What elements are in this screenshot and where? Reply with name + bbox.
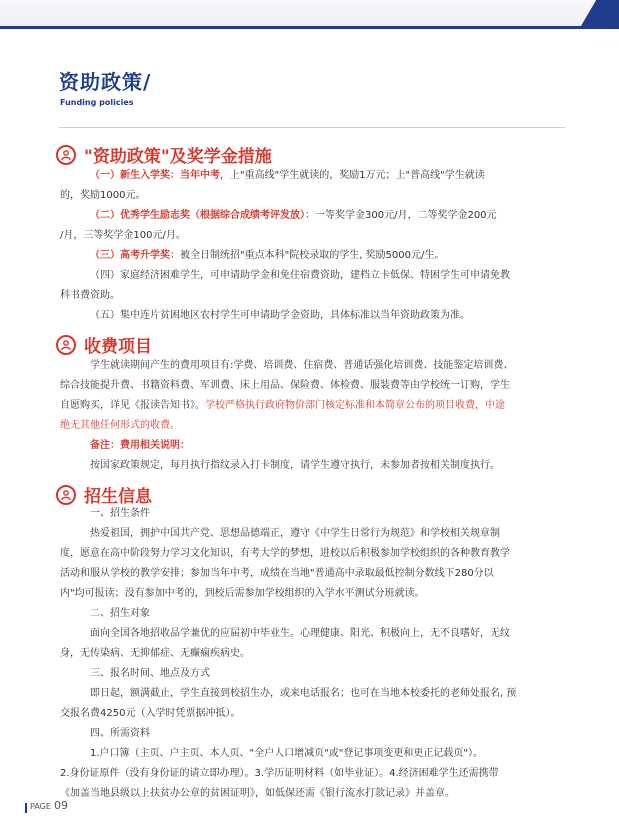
funding-item-5: （五）集中连片贫困地区农村学生可申请助学金资助，具体标准以当年资助政策为准。 xyxy=(90,310,470,321)
person-icon xyxy=(56,145,76,165)
funding-item-1 xyxy=(60,166,570,186)
funding-item-2-label: （二）优秀学生励志奖（根据综合成绩考评发放） xyxy=(90,210,305,221)
funding-item-1-label: （一）新生入学奖：当年中考 xyxy=(90,170,220,181)
page-number: 09 xyxy=(54,799,68,812)
fees-para-3 xyxy=(60,396,570,416)
person-icon xyxy=(56,335,76,355)
funding-item-3-text: ：被全日制统招"重点本科"院校录取的学生, 奖励5000元/生。 xyxy=(170,250,445,261)
funding-item-4-cont: 科书费资助。 xyxy=(60,290,120,301)
admission-heading-4: 四、所需资料 xyxy=(90,728,150,739)
fees-warning-cont: 绝无其他任何形式的收费。 xyxy=(60,420,180,431)
fees-warning-text: 学校严格执行政府物价部门核定标准和本简章公布的项目收费，中途 xyxy=(205,400,505,411)
fees-para-1: 学生就读期间产生的费用项目有:学费、培训费、住宿费、普通话强化培训费、技能鉴定培训费、 xyxy=(90,360,514,371)
page-subtitle: Funding policies xyxy=(60,98,134,107)
funding-item-1-text: ，上"重高线"学生就读的，奖励1万元；上"普高线"学生就读 xyxy=(220,170,485,181)
admission-para-3a: 即日起，额满截止，学生直接到校招生办，或来电话报名；也可在当地本校委托的老师处报名, 预 xyxy=(90,688,517,699)
admission-para-4a: 1.户口簿（主页、户主页、本人页、"全户人口增减页"或"登记事项变更和更正记载页"）。 xyxy=(90,748,483,759)
footer-marker xyxy=(25,803,27,813)
admission-heading-2: 二、招生对象 xyxy=(90,608,150,619)
page-title: 资助政策/ xyxy=(59,70,152,94)
fees-para-2: 综合技能提升费、书籍资料费、军训费、床上用品、保险费、体检费、服装费等由学校统一订购，学生 xyxy=(60,380,510,391)
funding-item-3-label: （三）高考升学奖 xyxy=(90,250,170,261)
section-admission-title: 招生信息 xyxy=(84,487,152,507)
admission-para-2a: 面向全国各地招收品学兼优的应届初中毕业生。心理健康、阳光、积极向上，无不良嗜好，无纹 xyxy=(90,628,510,639)
admission-para-3b: 交报名费4250元（入学时凭票据冲抵）。 xyxy=(60,708,241,719)
admission-para-2b: 身，无传染病、无抑郁症、无癫痫疾病史。 xyxy=(60,648,250,659)
admission-para-4b: 2.身份证原件（没有身份证的请立即办理）。3.学历证明材料（如毕业证）。4.经济困难学生还需携带 xyxy=(60,768,499,779)
section-fees-title: 收费项目 xyxy=(84,337,152,357)
admission-para-1c: 活动和服从学校的教学安排；参加当年中考，成绩在当地"普通高中录取最低控制分数线下280分以 xyxy=(60,568,494,579)
fees-note-label: 备注：费用相关说明： xyxy=(90,440,190,451)
funding-item-4: （四）家庭经济困难学生，可申请助学金和免住宿费资助，建档立卡低保、特困学生可申请免教 xyxy=(90,270,510,281)
admission-para-1a: 热爱祖国，拥护中国共产党、思想品德端正，遵守《中学生日常行为规范》和学校相关规章制 xyxy=(90,528,500,539)
section-fees-header xyxy=(56,332,152,357)
funding-item-2-cont: /月，三等奖学金100元/月。 xyxy=(60,230,186,241)
funding-item-2-text: ：一等奖学金300元/月，二等奖学金200元 xyxy=(305,210,497,221)
person-icon xyxy=(56,485,76,505)
admission-para-1b: 度，愿意在高中阶段努力学习文化知识，有考大学的梦想，进校以后积极参加学校组织的各种教育教学 xyxy=(60,548,510,559)
section-funding-title: "资助政策"及奖学金措施 xyxy=(84,147,272,167)
header-rule xyxy=(0,26,619,29)
admission-para-1d: 内"均可报读；没有参加中考的，到校后需参加学校组织的入学水平测试分班就读。 xyxy=(60,588,425,599)
section-funding-header xyxy=(56,142,272,167)
top-band xyxy=(0,0,619,26)
fees-para-3-text: 自愿购买，详见《报读告知书》。 xyxy=(60,400,205,411)
admission-heading-1: 一、招生条件 xyxy=(90,508,150,519)
fees-note-text: 按国家政策规定，每月执行指纹录入打卡制度，请学生遵守执行，未参加者按相关制度执行。 xyxy=(90,460,500,471)
admission-heading-3: 三、报名时间、地点及方式 xyxy=(90,668,210,679)
funding-item-3 xyxy=(60,246,570,266)
page-label: PAGE xyxy=(30,802,51,811)
funding-item-2 xyxy=(60,206,570,226)
title-divider xyxy=(59,127,565,128)
funding-item-1-cont: 的，奖励1000元。 xyxy=(60,190,146,201)
admission-para-4c: 《加盖当地县级以上扶贫办公章的贫困证明》，如低保还需《银行流水打款记录》并盖章。 xyxy=(60,788,455,799)
